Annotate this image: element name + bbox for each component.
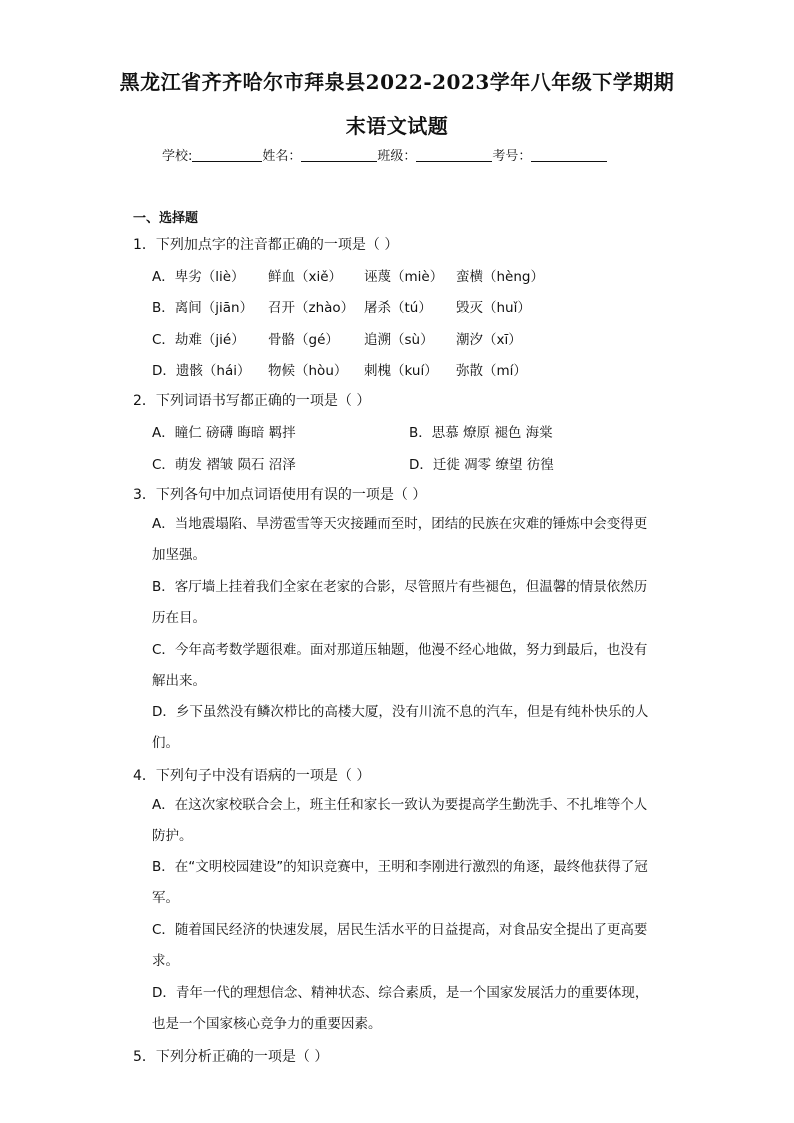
question-4-option-a-line-1[interactable]: A．在这次家校联合会上，班主任和家长一致认为要提高学生勤洗手、不扎堆等个人 <box>152 797 648 813</box>
question-4-option-d-line-2[interactable]: 也是一个国家核心竞争力的重要因素。 <box>152 1016 382 1032</box>
section-heading: 一、选择题 <box>133 211 199 226</box>
option-a-item-2: 鲜血（xiě） <box>268 269 343 285</box>
question-3-option-b-line-2[interactable]: 历在目。 <box>152 610 206 626</box>
question-3-option-d-line-1[interactable]: D．乡下虽然没有鳞次栉比的高楼大厦，没有川流不息的汽车，但是有纯朴快乐的人 <box>152 704 649 720</box>
option-d-item-1: D．遗骸（hái） <box>152 363 251 379</box>
question-3-option-a-line-2[interactable]: 加坚强。 <box>152 547 206 563</box>
question-4-option-c-line-2[interactable]: 求。 <box>152 953 179 969</box>
name-blank[interactable] <box>301 147 377 162</box>
option-d-item-2: 物候（hòu） <box>268 363 348 379</box>
question-3-option-c-line-2[interactable]: 解出来。 <box>152 673 206 689</box>
question-4-stem: 4．下列句子中没有语病的一项是（ ） <box>133 768 371 784</box>
name-label: 姓名： <box>262 149 302 164</box>
question-4-option-c-line-1[interactable]: C．随着国民经济的快速发展，居民生活水平的日益提高，对食品安全提出了更高要 <box>152 922 648 938</box>
question-3-option-d-line-2[interactable]: 们。 <box>152 735 179 751</box>
school-blank[interactable] <box>192 147 262 162</box>
question-4-option-b-line-1[interactable]: B．在“文明校园建设”的知识竞赛中，王明和李刚进行激烈的角逐，最终他获得了冠 <box>152 859 648 875</box>
option-b-item-3: 屠杀（tú） <box>364 300 432 316</box>
option-d-item-3: 刺槐（kuí） <box>364 363 438 379</box>
option-c-item-1: C．劫难（jié） <box>152 332 245 348</box>
question-3-option-a-line-1[interactable]: A．当地震塌陷、旱涝雹雪等天灾接踵而至时，团结的民族在灾难的锤炼中会变得更 <box>152 516 648 532</box>
option-a-item-4: 蛮横（hèng） <box>456 269 544 285</box>
question-3-option-c-line-1[interactable]: C．今年高考数学题很难。面对那道压轴题，他漫不经心地做，努力到最后，也没有 <box>152 642 648 658</box>
question-3-option-b-line-1[interactable]: B．客厅墙上挂着我们全家在老家的合影，尽管照片有些褪色，但温馨的情景依然历 <box>152 579 648 595</box>
option-b-item-1: B．离间（jiān） <box>152 300 254 316</box>
question-2-option-b[interactable]: B．思慕 燎原 褪色 海棠 <box>409 425 553 441</box>
class-blank[interactable] <box>416 147 492 162</box>
question-4-option-b-line-2[interactable]: 军。 <box>152 890 179 906</box>
question-2-option-a[interactable]: A．瞳仁 磅礴 晦暗 羁拌 <box>152 425 296 441</box>
question-1-option-d[interactable] <box>152 359 527 379</box>
question-4-option-a-line-2[interactable]: 防护。 <box>152 828 193 844</box>
class-label: 班级： <box>377 149 417 164</box>
option-a-item-3: 诬蔑（miè） <box>364 269 444 285</box>
exam-number-label: 考号： <box>492 149 532 164</box>
question-2-stem: 2．下列词语书写都正确的一项是（ ） <box>133 393 371 409</box>
option-a-item-1: A．卑劣（liè） <box>152 269 245 285</box>
option-b-item-4: 毁灭（huǐ） <box>456 300 531 316</box>
option-b-item-2: 召开（zhào） <box>268 300 355 316</box>
exam-number-blank[interactable] <box>531 147 607 162</box>
question-1-option-b[interactable] <box>152 296 531 316</box>
question-5-stem: 5．下列分析正确的一项是（ ） <box>133 1049 329 1065</box>
question-1-stem: 1．下列加点字的注音都正确的一项是（ ） <box>133 237 399 253</box>
exam-title-line-1: 黑龙江省齐齐哈尔市拜泉县2022-2023学年八年级下学期期 <box>119 70 675 94</box>
option-d-item-4: 弥散（mí） <box>456 363 527 379</box>
question-4-option-d-line-1[interactable]: D．青年一代的理想信念、精神状态、综合素质，是一个国家发展活力的重要体现， <box>152 985 649 1001</box>
option-c-item-4: 潮汐（xī） <box>456 332 522 348</box>
option-c-item-2: 骨骼（gé） <box>268 332 339 348</box>
exam-title-line-2: 末语文试题 <box>345 114 449 138</box>
question-2-option-d[interactable]: D．迁徙 凋零 缭望 彷徨 <box>409 457 554 473</box>
question-1-option-a[interactable] <box>152 265 544 285</box>
school-label: 学校: <box>162 149 193 164</box>
option-c-item-3: 追溯（sù） <box>364 332 434 348</box>
student-info-row <box>162 145 607 164</box>
question-1-option-c[interactable] <box>152 328 522 348</box>
question-2-option-c[interactable]: C．萌发 褶皱 陨石 沼泽 <box>152 457 296 473</box>
question-3-stem: 3．下列各句中加点词语使用有误的一项是（ ） <box>133 487 427 503</box>
